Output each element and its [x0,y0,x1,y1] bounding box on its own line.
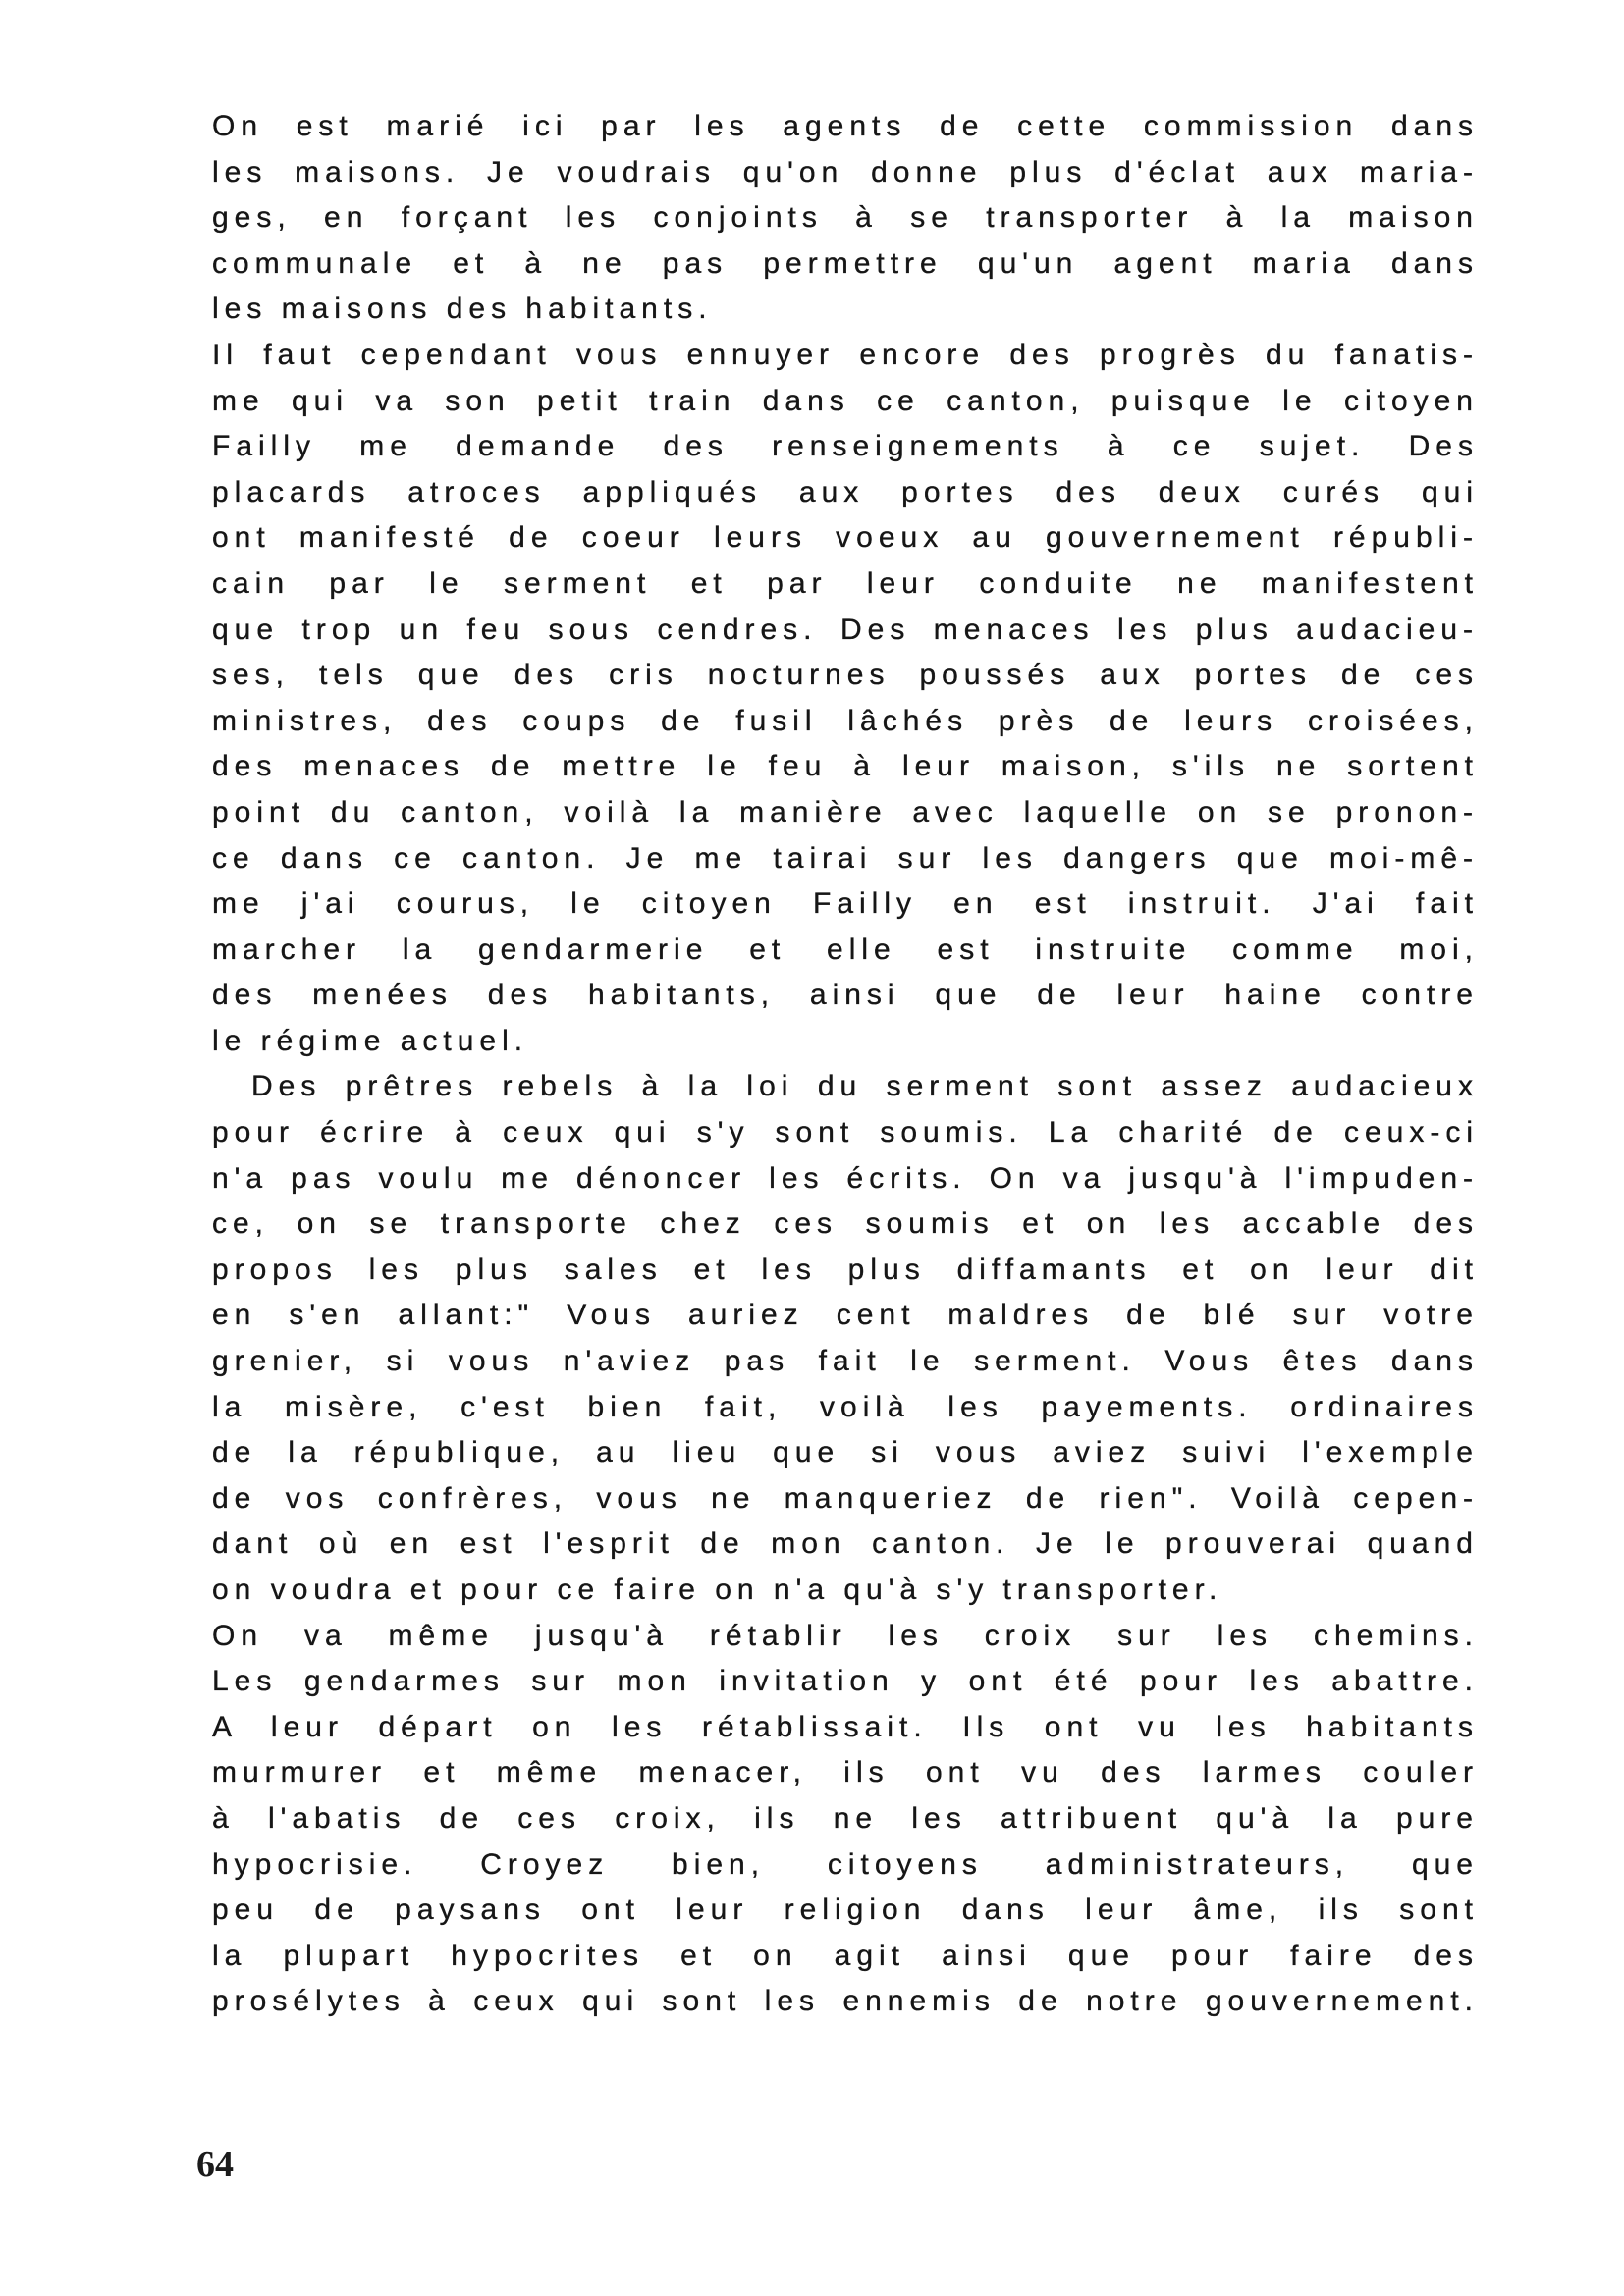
text-line: peu de paysans ont leur religion dans leur âme, ils sont [212,1894,1479,1927]
text-line: les maisons. Je voudrais qu'on donne plus d'éclat aux maria- [212,155,1479,188]
text-line: à l'abatis de ces croix, ils ne les attribuent qu'à la pure [212,1801,1479,1835]
text-line: cain par le serment et par leur conduite ne manifestent [212,566,1479,600]
text-line: n'a pas voulu me dénoncer les écrits. On va jusqu'à l'impuden- [212,1161,1479,1195]
text-line: On est marié ici par les agents de cette commission dans [212,110,1479,142]
text-line: propos les plus sales et les plus diffamants et on leur dit [212,1253,1479,1286]
text-line: des menaces de mettre le feu à leur maison, s'ils ne sortent [212,750,1479,783]
text-line: le régime actuel. [212,1024,529,1057]
text-line: que trop un feu sous cendres. Des menaces les plus audacieu- [212,613,1479,646]
text-line: prosélytes à ceux qui sont les ennemis de notre gouvernement. [212,1985,1479,2018]
paragraph [212,1614,1479,2025]
text-line: Il faut cependant vous ennuyer encore des progrès du fanatis- [212,338,1479,371]
text-line: Les gendarmes sur mon invitation y ont été pour les abattre. [212,1665,1479,1698]
text-line: des menées des habitants, ainsi que de leur haine contre [212,979,1479,1012]
text-line: ce, on se transporte chez ces soumis et on les accable des [212,1207,1479,1241]
text-line: la plupart hypocrites et on agit ainsi que pour faire des [212,1939,1479,1972]
text-line: marcher la gendarmerie et elle est instruite comme moi, [212,933,1479,966]
text-line: A leur départ on les rétablissait. Ils ont vu les habitants [212,1710,1479,1743]
text-line: la misère, c'est bien fait, voilà les payements. ordinaires [212,1390,1479,1423]
text-line: on voudra et pour ce faire on n'a qu'à s'y transporter. [212,1574,1223,1606]
text-line: de la république, au lieu que si vous aviez suivi l'exemple [212,1436,1479,1469]
text-line: de vos confrères, vous ne manqueriez de rien". Voilà cepen- [212,1481,1479,1515]
text-line: les maisons des habitants. [212,293,713,326]
text-line: ce dans ce canton. Je me tairai sur les dangers que moi-mê- [212,841,1479,875]
text-line: murmurer et même menacer, ils ont vu des larmes couler [212,1756,1479,1789]
text-line: On va même jusqu'à rétablir les croix sur les chemins. [212,1619,1479,1652]
text-line: communale et à ne pas permettre qu'un agent maria dans [212,246,1479,280]
text-line: Failly me demande des renseignements à ce sujet. Des [212,430,1479,463]
text-line: Des prêtres rebels à la loi du serment sont assez audacieux [251,1070,1479,1103]
paragraph [212,1064,1479,1613]
text-line: grenier, si vous n'aviez pas fait le serment. Vous êtes dans [212,1345,1479,1378]
page-number: 64 [196,2144,234,2185]
paragraph [212,104,1479,333]
text-line: ges, en forçant les conjoints à se transporter à la maison [212,201,1479,235]
text-line: me qui va son petit train dans ce canton, puisque le citoyen [212,384,1479,417]
text-line: point du canton, voilà la manière avec laquelle on se pronon- [212,795,1479,828]
text-line: ses, tels que des cris nocturnes poussés aux portes de ces [212,659,1479,692]
text-line: placards atroces appliqués aux portes des deux curés qui [212,475,1479,508]
text-line: hypocrisie. Croyez bien, citoyens administrateurs, que [212,1847,1479,1881]
text-line: ministres, des coups de fusil lâchés près de leurs croisées, [212,704,1479,737]
body-text [212,104,1479,2025]
text-line: ont manifesté de coeur leurs voeux au gouvernement républi- [212,521,1479,555]
paragraph [212,333,1479,1065]
text-line: me j'ai courus, le citoyen Failly en est instruit. J'ai fait [212,887,1479,921]
text-line: pour écrire à ceux qui s'y sont soumis. La charité de ceux-ci [212,1116,1479,1149]
text-line: dant où en est l'esprit de mon canton. Je le prouverai quand [212,1527,1479,1561]
text-line: en s'en allant:" Vous auriez cent maldres de blé sur votre [212,1299,1479,1332]
